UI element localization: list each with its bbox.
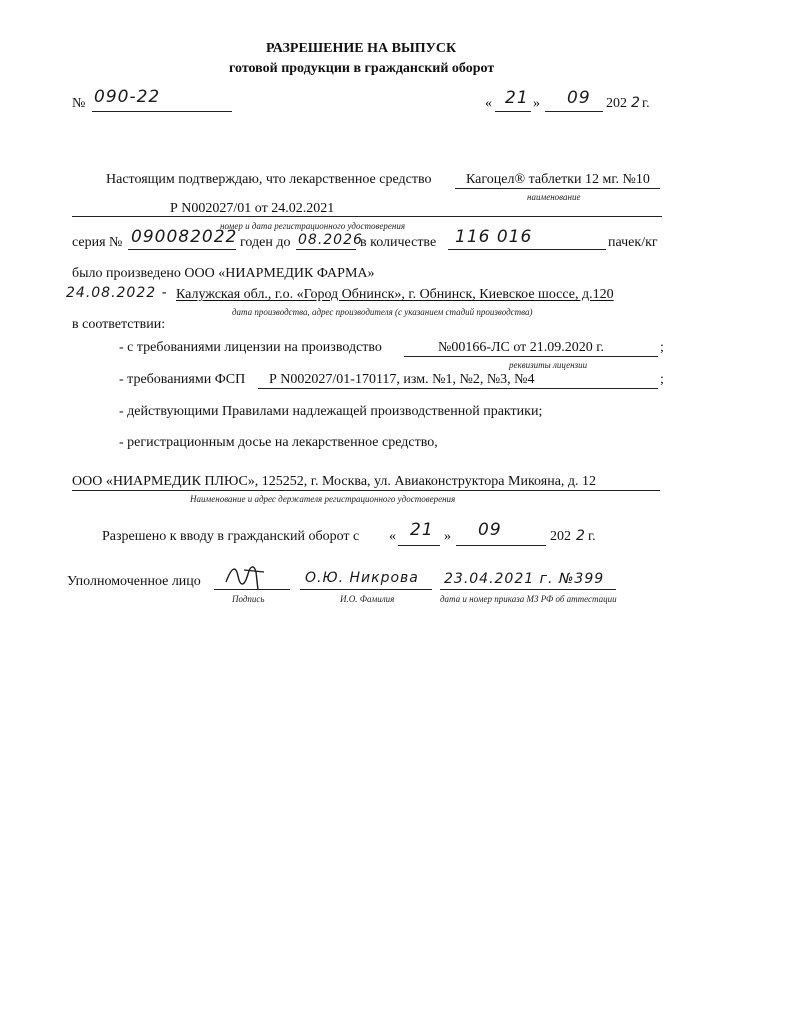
date-month-underline xyxy=(545,111,603,112)
product-underline xyxy=(455,188,660,189)
gmp-requirement: - действующими Правилами надлежащей производственной практики; xyxy=(119,404,543,419)
quantity-unit: пачек/кг xyxy=(608,235,658,250)
release-year-prefix: 202 xyxy=(550,529,571,544)
fsp-underline xyxy=(258,388,658,389)
document-title: РАЗРЕШЕНИЕ НА ВЫПУСК xyxy=(266,41,457,56)
holder-underline xyxy=(72,490,660,491)
dossier-requirement: - регистрационным досье на лекарственное средство, xyxy=(119,435,438,450)
fsp-semicolon: ; xyxy=(660,372,664,387)
valid-until-value: 08.2026 xyxy=(298,232,363,248)
license-underline xyxy=(404,356,658,357)
date-day: 21 xyxy=(505,88,529,108)
producer-text: было произведено ООО «НИАРМЕДИК ФАРМА» xyxy=(72,266,375,281)
production-date: 24.08.2022 - xyxy=(66,285,168,301)
quantity-underline xyxy=(448,249,606,250)
valid-until-underline xyxy=(296,249,356,250)
valid-until-label: годен до xyxy=(240,235,291,250)
license-value: №00166-ЛС от 21.09.2020 г. xyxy=(438,340,604,355)
release-text: Разрешено к вводу в гражданский оборот с xyxy=(102,529,360,544)
authorized-person-label: Уполномоченное лицо xyxy=(67,574,201,589)
series-value: 090082022 xyxy=(131,227,238,247)
registration-underline xyxy=(72,216,662,217)
quantity-value: 116 016 xyxy=(455,227,533,247)
fsp-label: - требованиями ФСП xyxy=(119,372,246,387)
date-year-digit: 2 xyxy=(631,95,641,111)
signature-caption: Подпись xyxy=(232,594,265,604)
date-month: 09 xyxy=(567,88,591,108)
license-caption: реквизиты лицензии xyxy=(509,360,588,370)
license-label: - с требованиями лицензии на производство xyxy=(119,340,382,355)
date-year-suffix: г. xyxy=(642,96,650,111)
production-caption: дата производства, адрес производителя (с указанием стадий производства) xyxy=(232,307,533,317)
holder-caption: Наименование и адрес держателя регистрационного удостоверения xyxy=(190,494,456,504)
date-day-underline xyxy=(495,111,531,112)
release-quote-open: « xyxy=(389,529,396,544)
registration-number: Р N002027/01 от 24.02.2021 xyxy=(170,201,335,216)
release-quote-close: » xyxy=(444,529,451,544)
document-number: 090-22 xyxy=(94,87,161,107)
registration-caption: номер и дата регистрационного удостоверения xyxy=(220,221,406,231)
number-label: № xyxy=(72,96,86,111)
compliance-heading: в соответствии: xyxy=(72,317,166,332)
holder-name-address: ООО «НИАРМЕДИК ПЛЮС», 125252, г. Москва, ул. Авиаконструктора Микояна, д. 12 xyxy=(72,474,597,489)
attestation-order: 23.04.2021 г. №399 xyxy=(444,571,605,587)
release-month: 09 xyxy=(478,520,502,540)
date-year-prefix: 202 xyxy=(606,96,627,111)
release-year-suffix: г. xyxy=(588,529,596,544)
release-day-underline xyxy=(398,545,440,546)
order-underline xyxy=(440,589,616,590)
signature-underline xyxy=(214,589,290,590)
fsp-value: Р N002027/01-170117, изм. №1, №2, №3, №4 xyxy=(269,372,535,387)
name-underline xyxy=(300,589,432,590)
date-quote-open: « xyxy=(485,96,492,111)
license-semicolon: ; xyxy=(660,340,664,355)
confirmation-text: Настоящим подтверждаю, что лекарственное средство xyxy=(106,172,432,187)
release-month-underline xyxy=(456,545,546,546)
series-label: серия № xyxy=(72,235,123,250)
date-quote-close: » xyxy=(533,96,540,111)
production-address: Калужская обл., г.о. «Город Обнинск», г. Обнинск, Киевское шоссе, д.120 xyxy=(176,287,614,302)
product-name-caption: наименование xyxy=(527,192,581,202)
document-subtitle: готовой продукции в гражданский оборот xyxy=(229,61,495,76)
product-name: Кагоцел® таблетки 12 мг. №10 xyxy=(466,172,650,187)
release-day: 21 xyxy=(410,520,434,540)
number-underline xyxy=(92,111,232,112)
authorized-person-name: О.Ю. Никрова xyxy=(305,570,419,586)
order-caption: дата и номер приказа МЗ РФ об аттестации xyxy=(440,594,617,604)
series-underline xyxy=(128,249,236,250)
name-caption: И.О. Фамилия xyxy=(340,594,395,604)
quantity-label: в количестве xyxy=(360,235,437,250)
release-year-digit: 2 xyxy=(576,528,586,544)
